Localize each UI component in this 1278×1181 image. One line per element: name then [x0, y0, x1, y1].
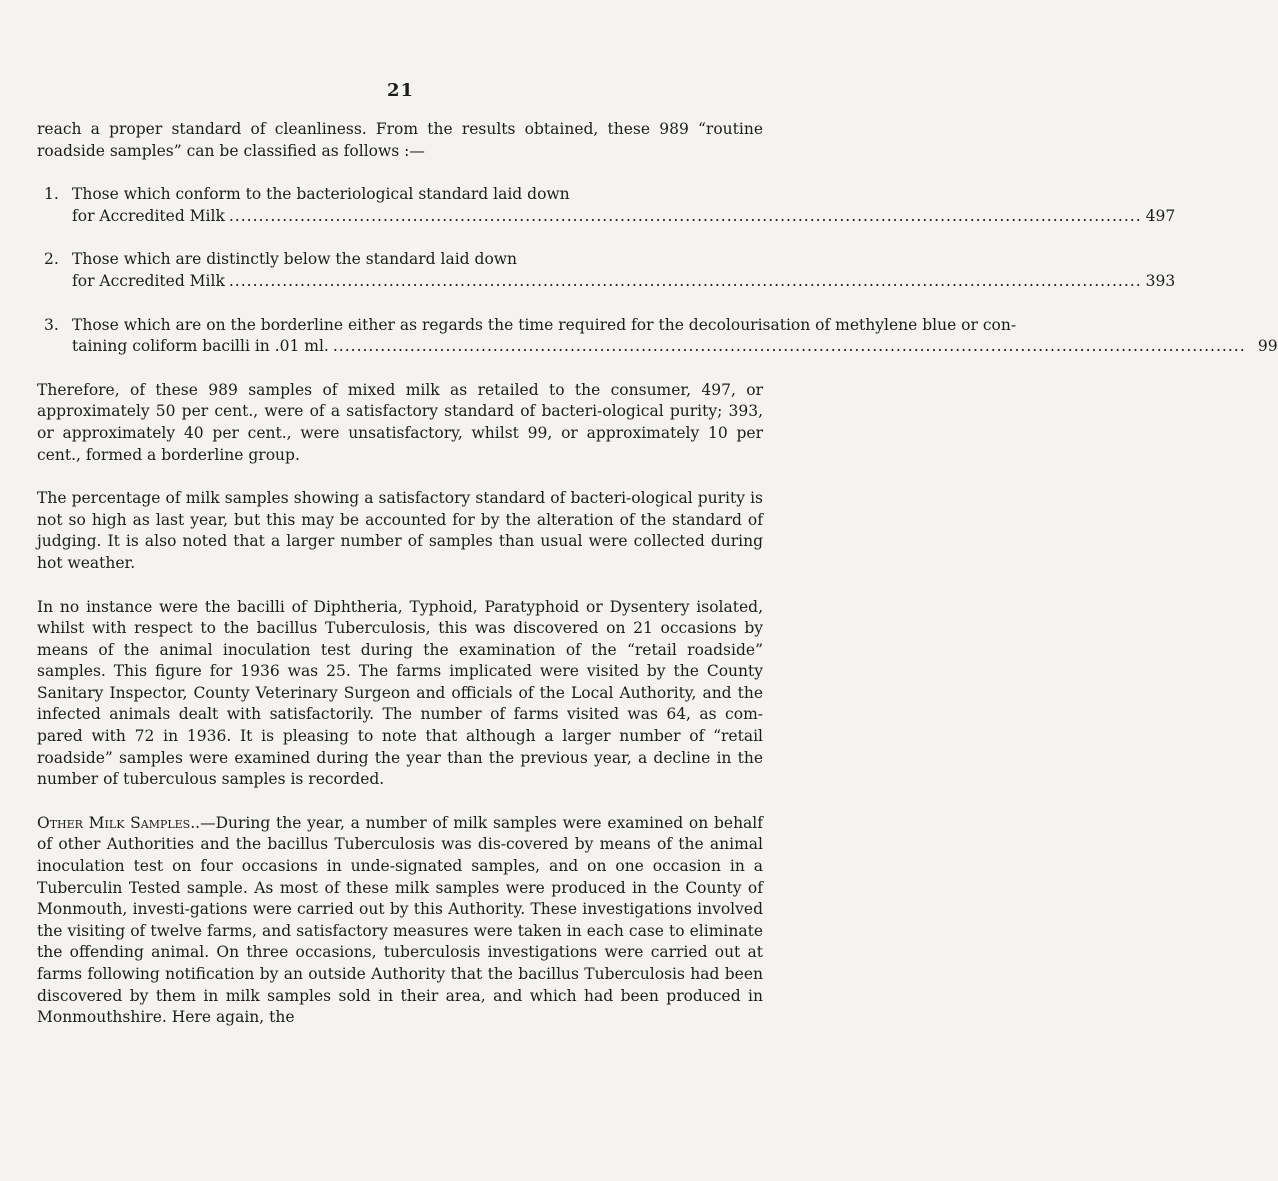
- item-count: 99: [1257, 337, 1278, 356]
- classification-list: [37, 184, 1278, 358]
- page-body: [37, 119, 1278, 1029]
- item-last-line: [72, 271, 1175, 293]
- dot-leader: [333, 336, 1246, 358]
- intro-paragraph: reach a proper standard of cleanliness. From the results obtained, these 989 “routine roadside samples” can be classified as follows :—: [37, 120, 763, 160]
- dot-leader: [229, 206, 1142, 228]
- item-text-end: for Accredited Milk: [72, 271, 225, 290]
- item-text-end: for Accredited Milk: [72, 206, 225, 225]
- classification-item-2: [37, 249, 1176, 292]
- item-body: [72, 249, 1175, 292]
- item-count: 497: [1145, 206, 1176, 225]
- item-last-line: [72, 336, 1278, 358]
- item-text: Those which are distinctly below the standard laid down: [72, 250, 518, 269]
- item-body: [72, 184, 1175, 227]
- section-heading: Other Milk Samples.: [37, 813, 196, 832]
- item-text: Those which conform to the bacteriological standard laid down: [72, 185, 570, 204]
- page-number: 21: [386, 80, 415, 101]
- item-number: 1.: [44, 185, 59, 204]
- diseases-paragraph: In no instance were the bacilli of Diphtheria, Typhoid, Paratyphoid or Dysentery isolated, whilst with respect to the bacillus Tuberculosis, this was discovered on 21 occasions by means of the animal inoculation test during the examination of the “retail roadside” samples. This figure for 1936 was 25. The farms implicated were visited by the County Sanitary Inspector, County Veterinary Surgeon and officials of the Local Authority, and the infected animals dealt with satisfactorily. The number of farms visited was 64, as com-pared with 72 in 1936. It is pleasing to note that although a larger number of “retail roadside” samples were examined during the year than the previous year, a decline in the number of tuberculous samples is recorded.: [37, 597, 763, 789]
- item-last-line: [72, 206, 1175, 228]
- classification-item-1: [37, 184, 1176, 227]
- item-count: 393: [1145, 271, 1176, 290]
- item-body: [72, 315, 1278, 358]
- other-milk-samples-paragraph: [37, 813, 763, 1029]
- summary-paragraph: Therefore, of these 989 samples of mixed milk as retailed to the consumer, 497, or approximately 50 per cent., were of a satisfactory standard of bacteri-ological purity; 393, or approximately 40 per cent., were unsatisfactory, whilst 99, or approximately 10 per cent., formed a borderline group.: [37, 380, 763, 464]
- item-number: 2.: [44, 250, 59, 269]
- item-number: 3.: [44, 315, 59, 334]
- dot-leader: [229, 271, 1142, 293]
- classification-item-3: [37, 315, 1278, 358]
- section-text: .—During the year, a number of milk samples were examined on behalf of other Authorities and the bacillus Tuberculosis was dis-covered by means of the animal inoculation test on four occasions in unde-signated samples, and on one occasion in a Tuberculin Tested sample. As most of these milk samples were produced in the County of Monmouth, investi-gations were carried out by this Authority. These investigations involved the visiting of twelve farms, and satisfactory measures were taken in each case to eliminate the offending animal. On three occasions, tuberculosis investigations were carried out at farms following notification by an outside Authority that the bacillus Tuberculosis had been discovered by them in milk samples sold in their area, and which had been produced in Monmouthshire. Here again, the: [37, 813, 763, 1027]
- item-text: Those which are on the borderline either as regards the time required for the decolourisation of methylene blue or con-: [72, 315, 1017, 334]
- item-text-end: taining coliform bacilli in .01 ml.: [72, 337, 329, 356]
- percentage-paragraph: The percentage of milk samples showing a satisfactory standard of bacteri-ological purity is not so high as last year, but this may be accounted for by the alteration of the standard of judging. It is also noted that a larger number of samples than usual were collected during hot weather.: [37, 489, 763, 572]
